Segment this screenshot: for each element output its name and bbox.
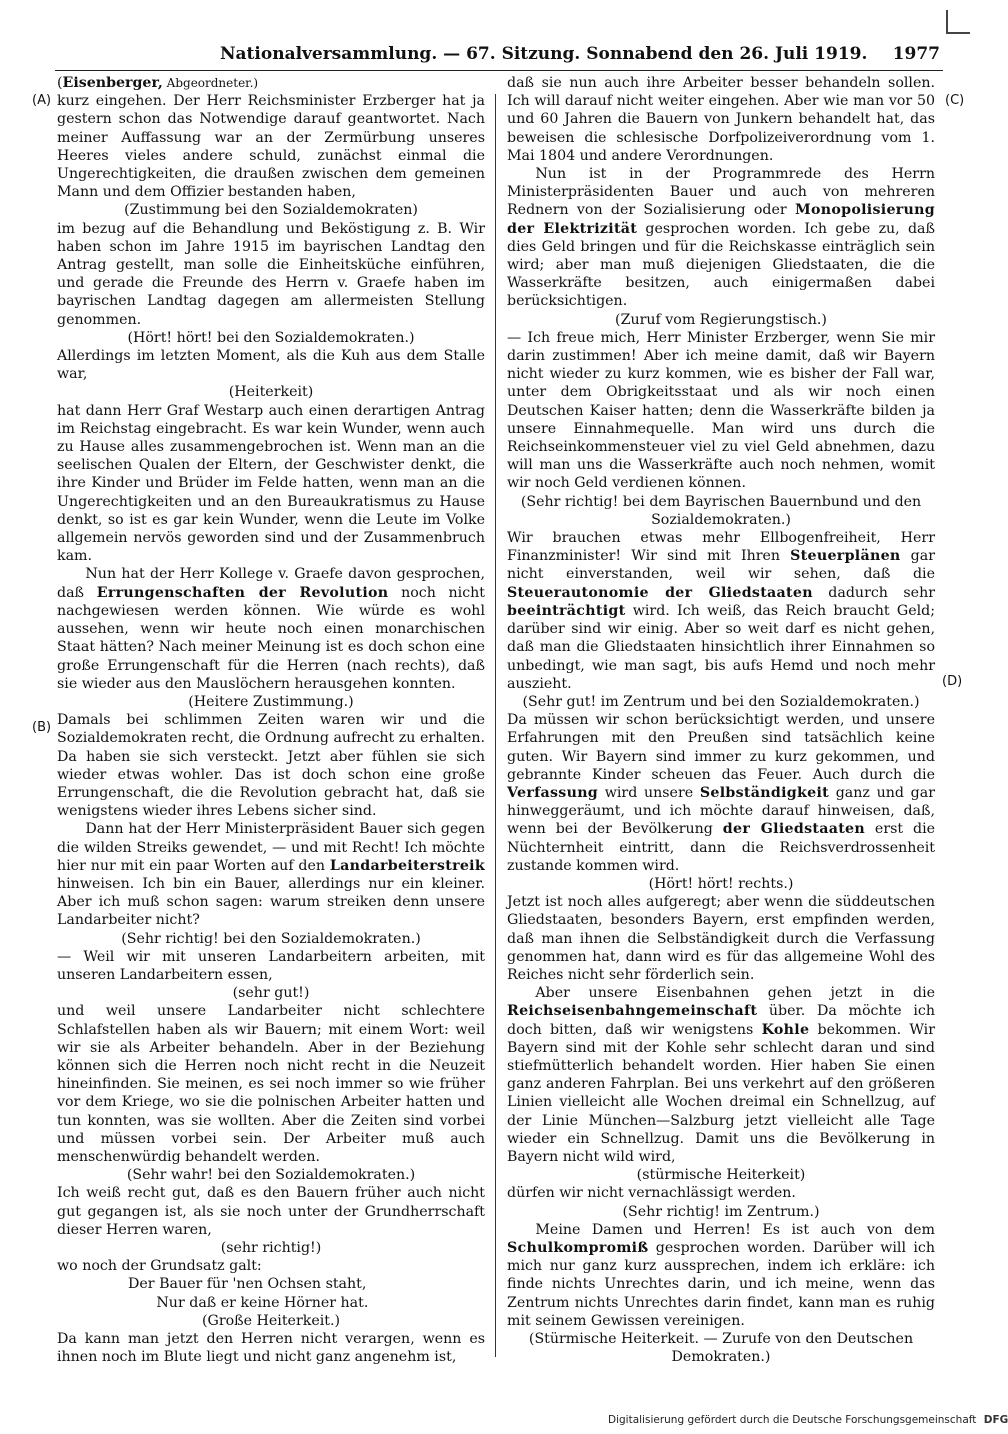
emphasis: Reichseisenbahngemeinschaft [507, 1003, 758, 1020]
margin-mark-b: (B) [32, 720, 52, 735]
crop-mark [946, 10, 970, 34]
paragraph: Jetzt ist noch alles aufgeregt; aber wenn die süddeutschen Gliedstaaten, besonders Bayern, erst empfinden werden, daß man ihnen die Selbständigkeit durch die Verfassung genommen hat, dann wird es für das allgemeine Wohl des Reiches nicht sehr förderlich sein. [507, 894, 935, 983]
interjection: (Sehr wahr! bei den Sozialdemokraten.) [126, 1167, 416, 1184]
header-title: Nationalversammlung. — 67. Sitzung. Sonnabend den 26. Juli 1919. [220, 44, 868, 64]
interjection: (Hört! hört! rechts.) [648, 875, 794, 892]
footer-text: Digitalisierung gefördert durch die Deutsche Forschungsgemeinschaft [608, 1414, 977, 1426]
interjection: (Sehr richtig! bei dem Bayrischen Bauernbund und den Sozialdemokraten.) [520, 493, 922, 528]
paragraph: dürfen wir nicht vernachlässigt werden. [507, 1185, 796, 1202]
paragraph: — Ich freue mich, Herr Minister Erzberger, wenn Sie mir darin zustimmen! Aber ich meine damit, daß wir Bayern nicht wieder zu kurz kommen, wie es bisher der Fall war, unter dem Obrigkeitsstaat und als wir noch einen Deutschen Kaiser hatten; denn die Wasserkräfte bilden ja unsere Einnahmequelle. Man wird uns durch die Reichseinkommensteuer viel zu viel Geld abnehmen, dazu will man uns die Wasserkräfte auch noch nehmen, womit wir noch Geld verdienen können. [507, 329, 935, 492]
page-header [220, 44, 940, 70]
digitization-footer [608, 1414, 1008, 1426]
interjection: (Zustimmung bei den Sozialdemokraten) [124, 202, 418, 219]
emphasis: Schulkompromiß [507, 1240, 649, 1256]
interjection: (Sehr richtig! bei den Sozialdemokraten.) [121, 930, 421, 947]
header-rule [55, 70, 943, 71]
interjection: (Stürmische Heiterkeit. — Zurufe von den Deutschen Demokraten.) [528, 1331, 914, 1366]
margin-mark-c: (C) [945, 93, 965, 108]
paragraph: Aber unsere Eisenbahnen gehen jetzt in die Reichseisenbahngemeinschaft über. Da möchte ich doch bitten, daß wir wenigstens Kohle bekommen. Wir Bayern sind mit der Kohle sehr schlecht daran und sind stiefmütterlich behandelt worden. Hier haben Sie einen ganz anderen Fahrplan. Bei uns verkehrt auf den größeren Linien vielleicht alle Wochen dreimal ein Schnellzug, auf der Linie München—Salzburg jetzt vielleicht alle Tage wieder ein Schnellzug. Damit uns die Bevölkerung in Bayern nicht wild wird, [507, 985, 935, 1165]
emphasis: beeinträchtigt [507, 602, 626, 619]
left-column [57, 74, 485, 1366]
right-column [507, 74, 935, 1366]
paragraph: und weil unsere Landarbeiter nicht schlechtere Schlafstellen haben als wir Bauern; mit einem Wort: weil wir sie als Arbeiter behandeln. Aber in der Beziehung können sich die Herren noch nicht recht in die Neuzeit hineinfinden. Sie meinen, es sei noch immer so wie früher vor dem Kriege, wo sie die polnischen Arbeiter hatten und tun konnten, was sie wollten. Aber die Zeiten sind vorbei und müssen vorbei sein. Der Arbeiter muß auch menschenwürdig behandelt werden. [57, 1003, 485, 1165]
speaker-name: Eisenberger, [62, 75, 163, 91]
paragraph: Da kann man jetzt den Herren nicht verargen, wenn es ihnen noch im Blute liegt und nicht ganz angenehm ist, [57, 1331, 485, 1366]
emphasis: Steuerplänen [790, 548, 901, 565]
paragraph: wo noch der Grundsatz galt: [57, 1258, 262, 1275]
interjection: (sehr gut!) [232, 985, 310, 1002]
paragraph: Allerdings im letzten Moment, als die Kuh aus dem Stalle war, [57, 348, 485, 383]
paragraph: im bezug auf die Behandlung und Beköstigung z. B. Wir haben schon im Jahre 1915 im bayrischen Landtag den Antrag gestellt, man solle die Einheitsküche einführen, und gerade die Freunde des Herrn v. Graefe haben im bayrischen Landtag dagegen am allermeisten Stellung genommen. [57, 220, 485, 328]
emphasis: Selbständigkeit [699, 784, 830, 801]
interjection: (Heitere Zustimmung.) [188, 693, 354, 710]
emphasis: Landarbeiterstreik [329, 857, 485, 874]
interjection: (sehr richtig!) [220, 1240, 322, 1256]
paragraph: Meine Damen und Herren! Es ist auch von dem Schulkompromiß gesprochen worden. Darüber will ich mich nur ganz kurz aussprechen, indem ich erkläre: ich finde nichts Unrechtes darin, und ich meine, wenn das Zentrum nichts Unrechtes darin findet, kann man es ruhig mit seinem Gewissen vereinigen. [507, 1221, 935, 1329]
emphasis: Steuerautonomie der Gliedstaaten [507, 584, 813, 601]
speaker-line: (Eisenberger, Abgeordneter.) [57, 75, 259, 91]
interjection: (Sehr gut! im Zentrum und bei den Sozialdemokraten.) [522, 693, 920, 710]
interjection: (Zuruf vom Regierungstisch.) [615, 311, 827, 328]
emphasis: der Gliedstaaten [722, 821, 866, 838]
emphasis: Kohle [761, 1021, 810, 1038]
dfg-logo-icon: DFG [983, 1414, 1008, 1426]
emphasis: Errungenschaften der Revolution [96, 584, 389, 601]
interjection: (Heiterkeit) [228, 384, 314, 401]
paragraph: Nun ist in der Programmrede des Herrn Ministerpräsidenten Bauer und auch von mehreren Rednern von der Sozialisierung oder Monopolisierung der Elektrizität gesprochen worden. Ich gebe zu, daß dies Geld bringen und für die Reichskasse einträglich sein wird; aber man muß diejenigen Gliedstaaten, die die Wasserkräfte besitzen, auch einigermaßen dabei berücksichtigen. [507, 166, 935, 310]
interjection: (Hört! hört! bei den Sozialdemokraten.) [127, 329, 415, 346]
paragraph: Damals bei schlimmen Zeiten waren wir und die Sozialdemokraten recht, die Ordnung aufrecht zu erhalten. Da haben sie sich versteckt. Jetzt aber fühlen sie sich wieder etwas wohler. Das ist doch schon eine große Errungenschaft, die die Revolution gebracht hat, daß sie wenigstens wieder ihres Lebens sicher sind. [57, 712, 485, 820]
interjection: (Sehr richtig! im Zentrum.) [622, 1203, 820, 1220]
column-divider [495, 94, 496, 1357]
paragraph: hat dann Herr Graf Westarp auch einen derartigen Antrag im Reichstag eingebracht. Es war kein Wunder, wenn auch zu Hause alles zusammengebrochen ist. Wenn man an die seelischen Qualen der Eltern, der Geschwister denkt, die ihre Kinder und Brüder im Felde hatten, wenn man an die Ungerechtigkeiten und an den Bureaukratismus zu Hause denkt, so ist es gar kein Wunder, wenn die Leute im Volke allgemein nervös geworden sind und der Zusammenbruch kam. [57, 402, 485, 565]
page-number: 1977 [892, 44, 940, 64]
paragraph: — Weil wir mit unseren Landarbeitern arbeiten, mit unseren Landarbeitern essen, [57, 948, 485, 983]
verse-line: Nur daß er keine Hörner hat. [156, 1294, 369, 1311]
verse-line: Der Bauer für 'nen Ochsen staht, [128, 1276, 367, 1293]
paragraph: Nun hat der Herr Kollege v. Graefe davon gesprochen, daß Errungenschaften der Revolution noch nicht nachgewiesen werden können. Wie würde es wohl aussehen, wenn wir heute noch einen monarchischen Staat hätten? Nach meiner Meinung ist es doch schon eine große Errungenschaft für die Herren (nach rechts), daß sie wieder aus den Mauslöchern herausgehen konnten. [57, 566, 485, 692]
interjection: (stürmische Heiterkeit) [636, 1167, 806, 1184]
speaker-role: Abgeordneter.) [162, 76, 259, 90]
interjection: (Große Heiterkeit.) [201, 1312, 341, 1329]
emphasis: Verfassung [507, 784, 599, 801]
margin-mark-d: (D) [942, 674, 963, 689]
paragraph: Da müssen wir schon berücksichtigt werden, und unsere Erfahrungen mit den Preußen sind tatsächlich keine guten. Wir Bayern sind immer zu kurz gekommen, und gebrannte Kinder scheuen das Feuer. Auch durch die Verfassung wird unsere Selbständigkeit ganz und gar hinweggeräumt, und ich möchte darauf hinweisen, daß, wenn bei der Bevölkerung der Gliedstaaten erst die Nüchternheit eintritt, dann die Reichsverdrossenheit zustande kommen wird. [507, 712, 936, 874]
emphasis: Monopolisierung der Elektrizität [507, 202, 935, 237]
paragraph: kurz eingehen. Der Herr Reichsminister Erzberger hat ja gestern schon das Notwendige darauf geantwortet. Nach meiner Auffassung war an der Zermürbung unseres Heeres vieles andere schuld, zunächst einmal die Ungerechtigkeiten, die draußen zwischen dem gemeinen Mann und dem Offizier bestanden haben, [57, 93, 485, 201]
paragraph: Wir brauchen etwas mehr Ellbogenfreiheit, Herr Finanzminister! Wir sind mit Ihren Steuerplänen gar nicht einverstanden, weil wir sehen, daß die Steuerautonomie der Gliedstaaten dadurch sehr beeinträchtigt wird. Ich weiß, das Reich braucht Geld; darüber sind wir einig. Aber so weit darf es nicht gehen, daß man die Gliedstaaten hinsichtlich ihrer Einnahmen so unbedingt, wie man sagt, bis aufs Hemd und noch mehr auszieht. [507, 530, 935, 692]
paragraph: Dann hat der Herr Ministerpräsident Bauer sich gegen die wilden Streiks gewendet, — und mit Recht! Ich möchte hier nur mit ein paar Worten auf den Landarbeiterstreik hinweisen. Ich bin ein Bauer, allerdings nur ein kleiner. Aber ich muß schon sagen: warum streiken denn unsere Landarbeiter nicht? [57, 821, 485, 929]
margin-mark-a: (A) [32, 93, 52, 108]
paragraph: Ich weiß recht gut, daß es den Bauern früher auch nicht gut gegangen ist, als sie noch unter der Grundherrschaft dieser Herren waren, [57, 1185, 485, 1238]
paragraph: daß sie nun auch ihre Arbeiter besser behandeln sollen. Ich will darauf nicht weiter eingehen. Aber wie man vor 50 und 60 Jahren die Bauern von Junkern behandelt hat, das beweisen die schlesische Dorfpolizeiverordnung vom 1. Mai 1804 und andere Verordnungen. [507, 75, 935, 164]
